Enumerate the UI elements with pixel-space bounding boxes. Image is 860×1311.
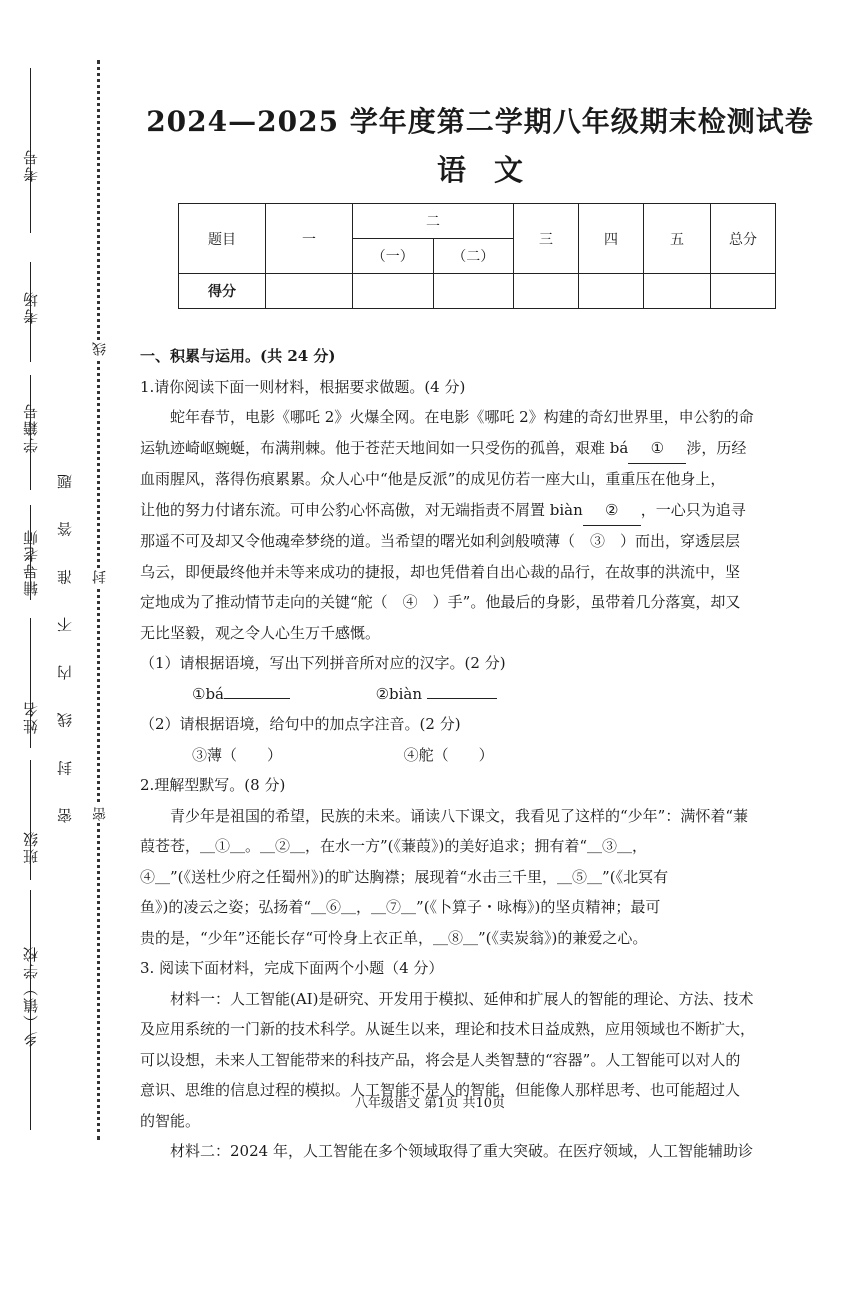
material-line: 材料二：2024 年，人工智能在多个领域取得了重大突破。在医疗领域，人工智能辅助诊	[170, 1142, 753, 1160]
passage-line: 运轨迹崎岖蜿蜒，布满荆棘。他于苍茫天地间如一只受伤的孤兽，艰难 bá ① 涉，历经	[140, 433, 820, 465]
dictation-line: 葭苍苍，＿①＿。＿②＿，在水一方”(《蒹葭》)的美好追求；拥有着“＿③＿，	[140, 837, 648, 855]
score-input-cell[interactable]	[433, 274, 514, 309]
score-subheader-cell: （二）	[433, 239, 514, 274]
score-input-cell[interactable]	[644, 274, 711, 309]
passage-line: 血雨腥风，落得伤痕累累。众人心中“他是反派”的成见仿若一座大山，重重压在他身上，	[140, 470, 726, 488]
material-line: 材料一：人工智能(AI)是研究、开发用于模拟、延伸和扩展人的智能的理论、方法、技术	[170, 989, 754, 1008]
dictation-line: ④＿”(《送杜少府之任蜀州》)的旷达胸襟；展现着“水击三千里，＿⑤＿”(《北冥有	[140, 867, 669, 886]
passage-line: 乌云，即便最终他并未等来成功的捷报，却也凭借着自出心裁的品行，在故事的洪流中，坚	[140, 562, 741, 581]
score-input-cell[interactable]	[711, 274, 776, 309]
score-header-cell: 四	[579, 204, 644, 274]
answer-blank[interactable]: ②	[583, 495, 641, 527]
score-header-cell: 二	[353, 204, 514, 239]
dictation-line: 青少年是祖国的希望，民族的未来。诵读八下课文，我看见了这样的“少年”：满怀着“蒹	[170, 806, 749, 825]
page-footer: 八年级语文 第1页 共10页	[354, 1096, 506, 1111]
material-line: 及应用系统的一门新的技术科学。从诞生以来，理论和技术日益成熟，应用领域也不断扩大，	[140, 1020, 756, 1038]
tutor-label: 辅导老师	[22, 528, 40, 596]
score-header-cell: 三	[514, 204, 579, 274]
passage-line: 无比坚毅，观之令人心生万千感慨。	[140, 623, 381, 642]
pinyin-answer-slot[interactable]: ③薄（ ）	[192, 745, 283, 764]
section-heading: 一、积累与运用。(共 24 分)	[140, 347, 336, 365]
dictation-line: 贵的是，“少年”还能长存“可怜身上衣正单，＿⑧＿”(《卖炭翁》)的兼爱之心。	[140, 928, 648, 947]
seal-dotted-line	[97, 60, 100, 1140]
material-line: 意识、思维的信息过程的模拟。人工智能不是人的智能，但能像人那样思考、也可能超过人	[140, 1081, 741, 1099]
class-label: 班级	[22, 830, 40, 864]
score-header-cell: 一	[266, 204, 353, 274]
question-title: 2.理解型默写。(8 分)	[140, 776, 286, 794]
passage-line: 定地成为了推动情节走向的关键“舵（ ④ ）手”。他最后的身影，虽带着几分落寞，却又	[140, 593, 741, 611]
score-input-cell[interactable]	[266, 274, 353, 309]
score-input-cell[interactable]	[579, 274, 644, 309]
subquestion-title: （2）请根据语境，给句中的加点字注音。(2 分)	[140, 715, 461, 733]
exam-title: 2024—2025 学年度第二学期八年级期末检测试卷	[146, 105, 814, 138]
answer-row	[140, 740, 820, 771]
name-label: 姓名	[22, 700, 40, 734]
score-row-label: 得分	[179, 274, 266, 309]
exam-body	[140, 341, 820, 1167]
score-input-cell[interactable]	[514, 274, 579, 309]
pinyin-answer-slot[interactable]: ④舵（ ）	[403, 745, 494, 764]
subject-title: 语文	[436, 153, 551, 187]
subquestion-title: （1）请根据语境，写出下列拼音所对应的汉字。(2 分)	[140, 654, 506, 672]
school-label: 乡（镇）学校	[22, 945, 40, 1047]
seal-char-seal: 封	[92, 570, 108, 584]
seal-warning: 密 封 线 内 不 准 答 题	[56, 460, 74, 824]
score-subheader-cell: （一）	[353, 239, 434, 274]
passage-line: 那遥不可及却又令他魂牵梦绕的道。当希望的曙光如利剑般喷薄（ ③ ）而出，穿透层层	[140, 532, 741, 550]
score-table	[178, 203, 776, 309]
passage-line: 蛇年春节，电影《哪吒 2》火爆全网。在电影《哪吒 2》构建的奇幻世界里，申公豹的命	[170, 408, 754, 426]
answer-blank[interactable]	[427, 698, 497, 699]
answer-row: ①bá ②biàn	[140, 679, 820, 710]
dictation-line: 鱼》)的凌云之姿；弘扬着“＿⑥＿，＿⑦＿”(《卜算子・咏梅》)的坚贞精神；最可	[140, 898, 661, 916]
score-header-cell: 总分	[711, 204, 776, 274]
seal-char-line: 线	[92, 342, 108, 356]
score-header-cell: 五	[644, 204, 711, 274]
material-line: 可以设想，未来人工智能带来的科技产品，将会是人类智慧的“容器”。人工智能可以对人的	[140, 1050, 741, 1069]
score-input-cell[interactable]	[353, 274, 434, 309]
exam-page	[140, 100, 820, 1167]
exam-room-label: 考场	[22, 290, 40, 324]
student-id-label: 学籍号	[22, 402, 40, 453]
question-title: 3. 阅读下面材料，完成下面两个小题（4 分）	[140, 959, 444, 977]
material-line: 的智能。	[140, 1111, 201, 1130]
seal-char-secret: 密	[92, 807, 108, 821]
score-header-cell: 题目	[179, 204, 266, 274]
question-title: 1.请你阅读下面一则材料，根据要求做题。(4 分)	[140, 377, 466, 396]
exam-number-label: 考号	[22, 148, 40, 182]
answer-blank[interactable]: ①	[628, 433, 686, 465]
passage-line: 让他的努力付诸东流。可申公豹心怀高傲，对无端指责不屑置 biàn ② ，一心只为追寻	[140, 495, 820, 527]
answer-blank[interactable]	[224, 698, 290, 699]
binding-margin	[0, 40, 135, 1150]
